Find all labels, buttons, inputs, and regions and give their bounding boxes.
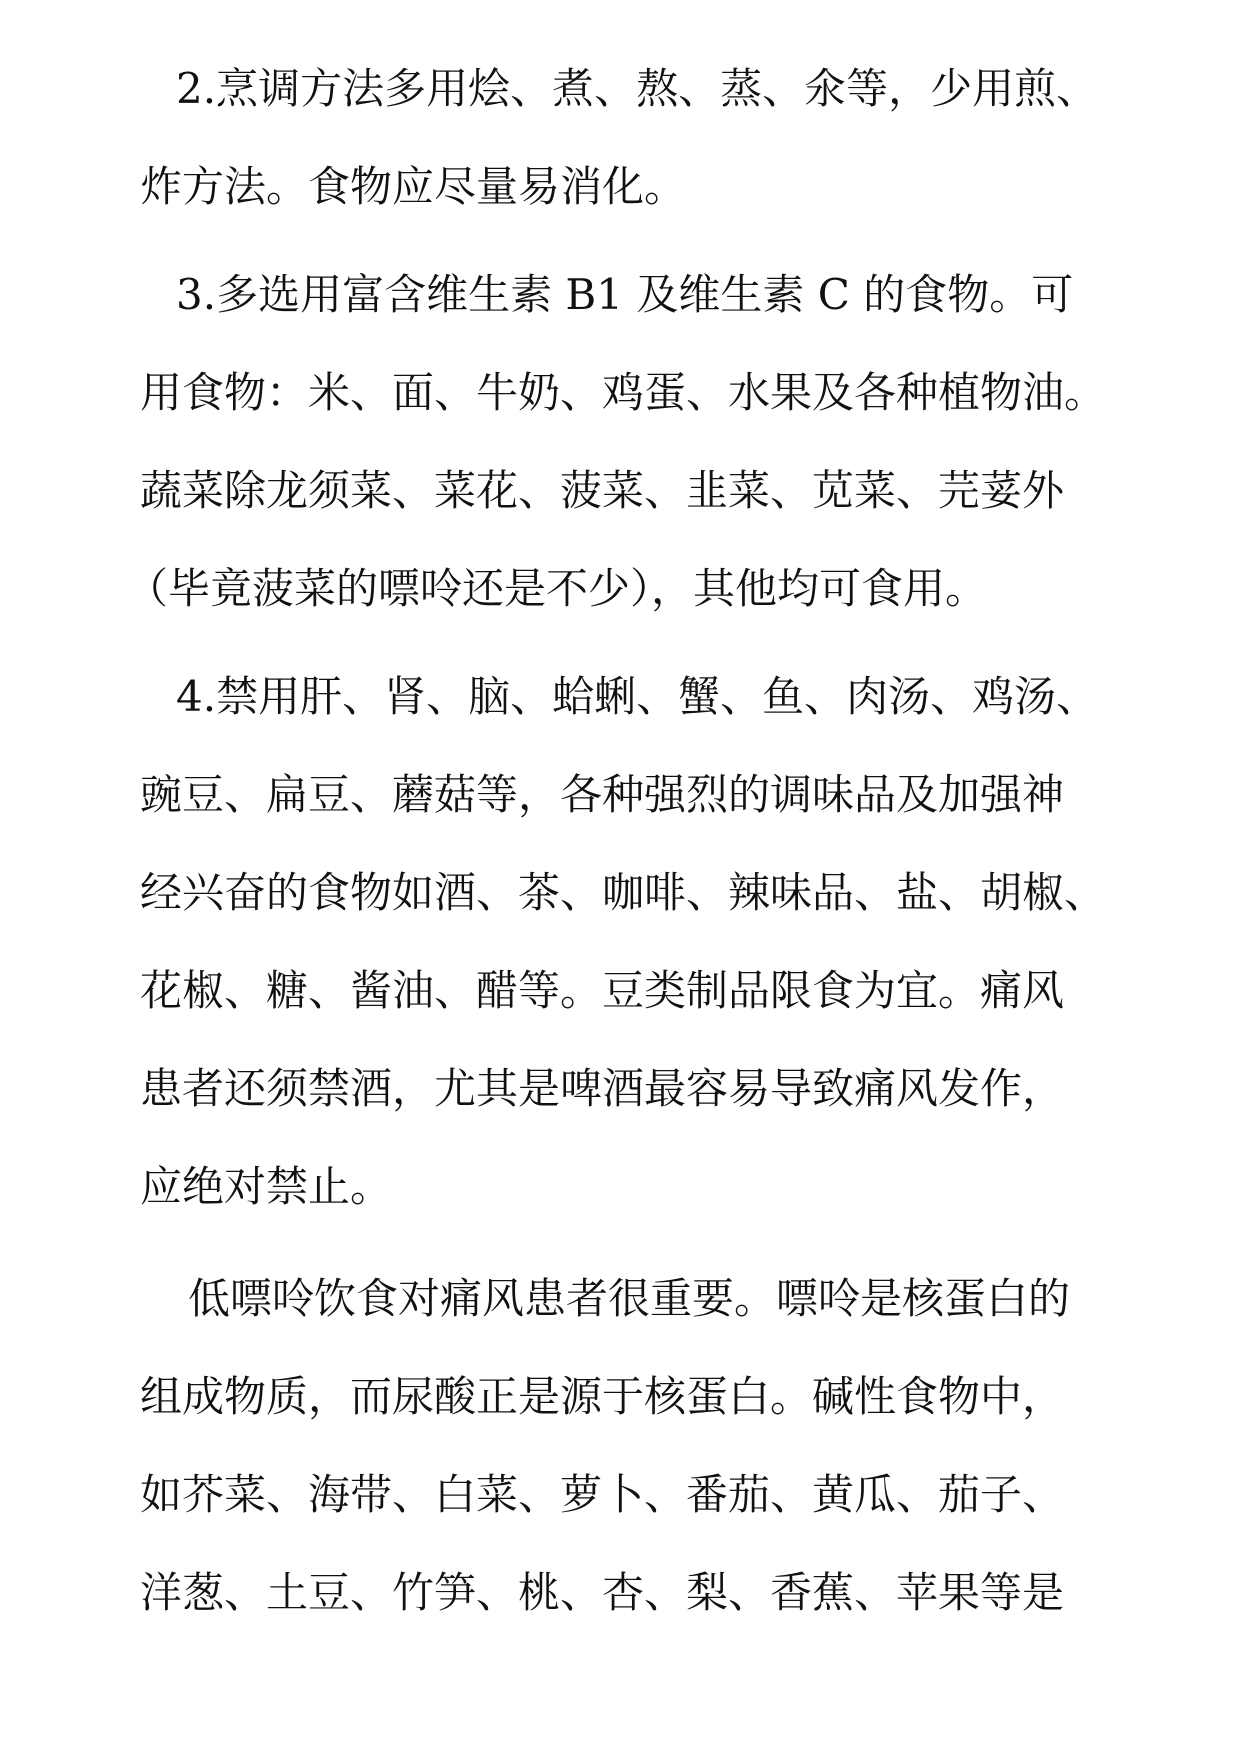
paragraph-forbidden-foods — [140, 648, 1180, 1236]
paragraph-line: 组成物质，而尿酸正是源于核蛋白。碱性食物中， — [140, 1372, 1065, 1421]
paragraph-line: （毕竟菠菜的嘌呤还是不少），其他均可食用。 — [126, 564, 988, 613]
paragraph-cooking-methods — [140, 40, 1180, 236]
paragraph-line: 如芥菜、海带、白菜、萝卜、番茄、黄瓜、茄子、 — [140, 1470, 1065, 1519]
paragraph-line: 应绝对禁止。 — [140, 1162, 393, 1211]
paragraph-line: 用食物：米、面、牛奶、鸡蛋、水果及各种植物油。 — [140, 368, 1107, 417]
paragraph-line: 2.烹调方法多用烩、煮、熬、蒸、氽等，少用煎、 — [176, 64, 1099, 113]
paragraph-line: 洋葱、土豆、竹笋、桃、杏、梨、香蕉、苹果等是 — [140, 1568, 1065, 1617]
paragraph-low-purine-diet — [140, 1250, 1180, 1642]
document-body — [126, 40, 1180, 1642]
paragraph-line: 豌豆、扁豆、蘑菇等，各种强烈的调味品及加强神 — [140, 770, 1065, 819]
paragraph-line: 4.禁用肝、肾、脑、蛤蜊、蟹、鱼、肉汤、鸡汤、 — [176, 672, 1099, 721]
paragraph-spacer — [140, 236, 1180, 246]
paragraph-line: 炸方法。食物应尽量易消化。 — [140, 162, 687, 211]
paragraph-line: 蔬菜除龙须菜、菜花、菠菜、韭菜、苋菜、芫荽外 — [140, 466, 1065, 515]
paragraph-line: 3.多选用富含维生素 B1 及维生素 C 的食物。可 — [176, 270, 1074, 319]
paragraph-line: 经兴奋的食物如酒、茶、咖啡、辣味品、盐、胡椒、 — [140, 868, 1107, 917]
paragraph-line: 低嘌呤饮食对痛风患者很重要。嘌呤是核蛋白的 — [188, 1274, 1071, 1323]
paragraph-vitamin-foods — [126, 246, 1180, 638]
paragraph-spacer — [140, 1236, 1180, 1250]
paragraph-line: 患者还须禁酒，尤其是啤酒最容易导致痛风发作， — [140, 1064, 1065, 1113]
paragraph-spacer — [140, 638, 1180, 648]
paragraph-line: 花椒、糖、酱油、醋等。豆类制品限食为宜。痛风 — [140, 966, 1065, 1015]
